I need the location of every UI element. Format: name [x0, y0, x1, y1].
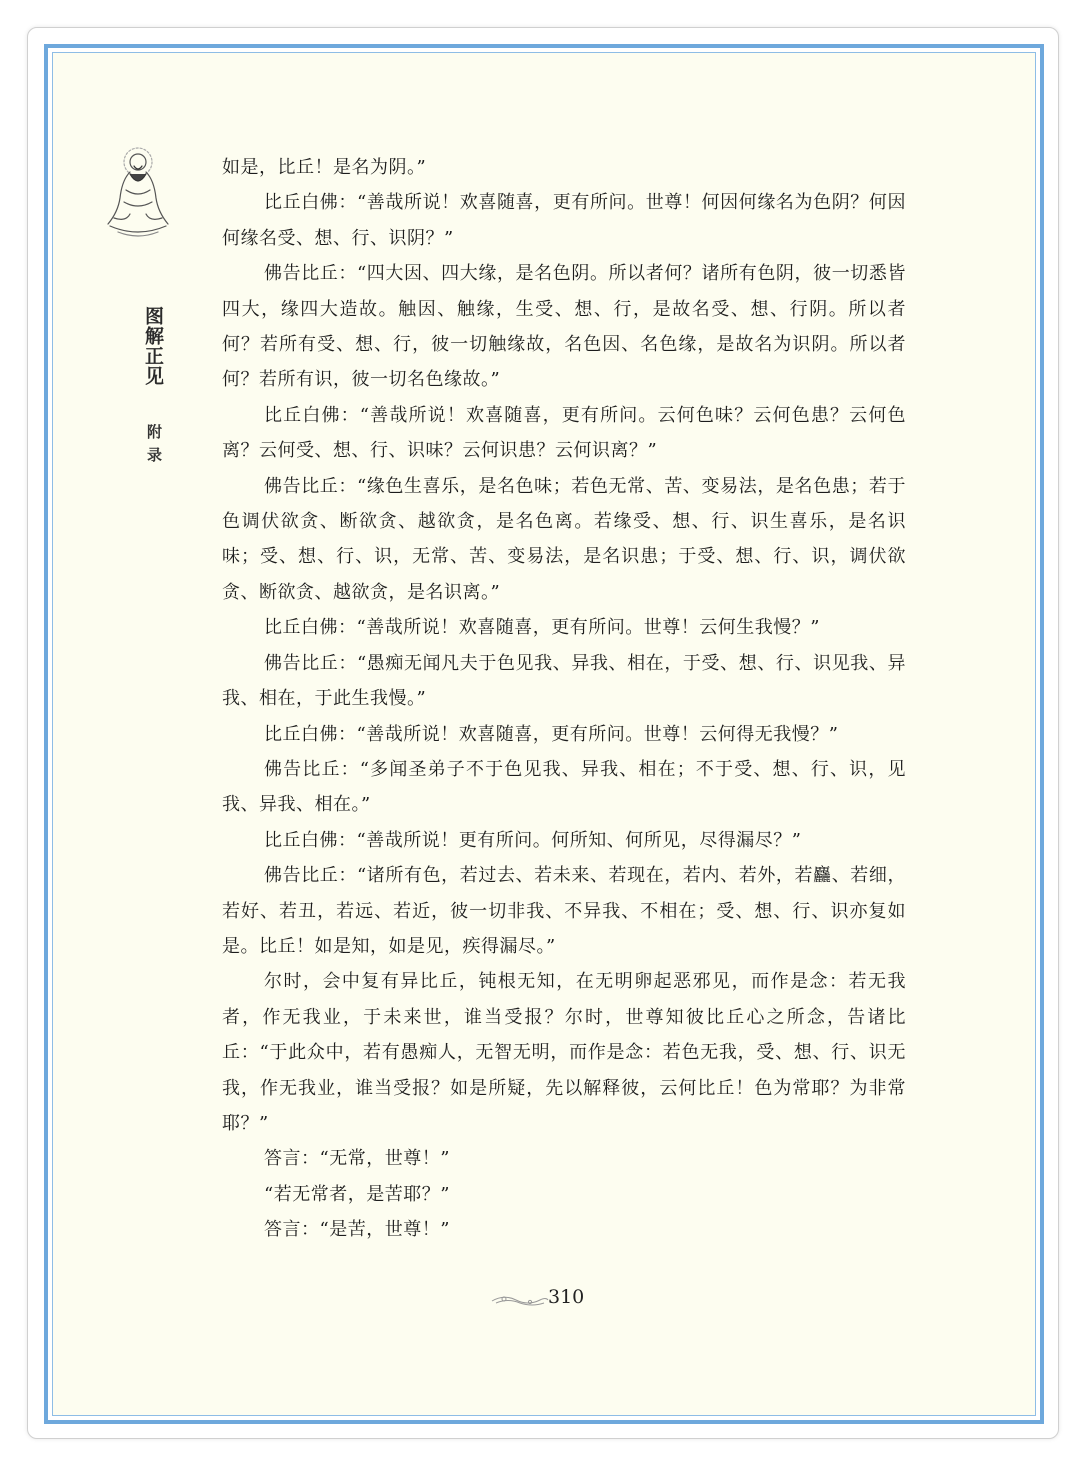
- paragraph: 佛告比丘：“四大因、四大缘，是名色阴。所以者何？诸所有色阴，彼一切悉皆四大，缘四大造故。触因、触缘，生受、想、行，是故名受、想、行阴。所以者何？若所有受、想、行，彼一切触缘故，名色因、名色缘，是故名为识阴。所以者何？若所有识，彼一切名色缘故。”: [222, 263, 906, 391]
- paragraph: 佛告比丘：“愚痴无闻凡夫于色见我、异我、相在，于受、想、行、识见我、异我、相在，于此生我慢。”: [222, 652, 906, 710]
- paragraph: 佛告比丘：“诸所有色，若过去、若未来、若现在，若内、若外，若麤、若细，若好、若丑，若远、若近，彼一切非我、不异我、不相在；受、想、行、识亦复如是。比丘！如是知，如是见，疾得漏尽。”: [222, 865, 906, 957]
- swirl-ornament-icon: [490, 1292, 550, 1308]
- side-book-title: 图解正见: [142, 306, 164, 386]
- paragraph: 佛告比丘：“缘色生喜乐，是名色味；若色无常、苦、变易法，是名色患；若于色调伏欲贪、断欲贪、越欲贪，是名色离。若缘受、想、行、识生喜乐，是名识味；受、想、行、识，无常、苦、变易法，是名识患；于受、想、行、识，调伏欲贪、断欲贪、越欲贪，是名识离。”: [222, 475, 906, 603]
- paragraph: 答言：“是苦，世尊！”: [264, 1219, 450, 1241]
- paragraph: 答言：“无常，世尊！”: [264, 1148, 450, 1170]
- paragraph: 比丘白佛：“善哉所说！欢喜随喜，更有所问。世尊！云何生我慢？”: [264, 617, 820, 639]
- paragraph: 比丘白佛：“善哉所说！欢喜随喜，更有所问。世尊！云何得无我慢？”: [264, 723, 839, 745]
- side-section-label: 附录: [145, 424, 163, 470]
- paragraph: 如是，比丘！是名为阴。”: [222, 157, 427, 178]
- paragraph: 比丘白佛：“善哉所说！欢喜随喜，更有所问。云何色味？云何色患？云何色离？云何受、想、行、识味？云何识患？云何识离？”: [222, 404, 906, 462]
- body-text: [222, 150, 906, 1248]
- page-footer: [490, 1286, 600, 1316]
- paragraph: 比丘白佛：“善哉所说！欢喜随喜，更有所问。世尊！何因何缘名为色阴？何因何缘名受、想、行、识阴？”: [222, 192, 906, 249]
- page-number: 310: [548, 1286, 585, 1308]
- paragraph: 比丘白佛：“善哉所说！更有所问。何所知、何所见，尽得漏尽？”: [264, 829, 802, 851]
- paragraph: “若无常者，是苦耶？”: [264, 1183, 450, 1205]
- buddha-illustration-icon: [100, 140, 176, 240]
- paragraph: 尔时，会中复有异比丘，钝根无知，在无明卵起恶邪见，而作是念：若无我者，作无我业，于未来世，谁当受报？尔时，世尊知彼比丘心之所念，告诸比丘：“于此众中，若有愚痴人，无智无明，而作是念：若色无我，受、想、行、识无我，作无我业，谁当受报？如是所疑，先以解释彼，云何比丘！色为常耶？为非常耶？”: [222, 971, 906, 1134]
- paragraph: 佛告比丘：“多闻圣弟子不于色见我、异我、相在；不于受、想、行、识，见我、异我、相在。”: [222, 758, 906, 816]
